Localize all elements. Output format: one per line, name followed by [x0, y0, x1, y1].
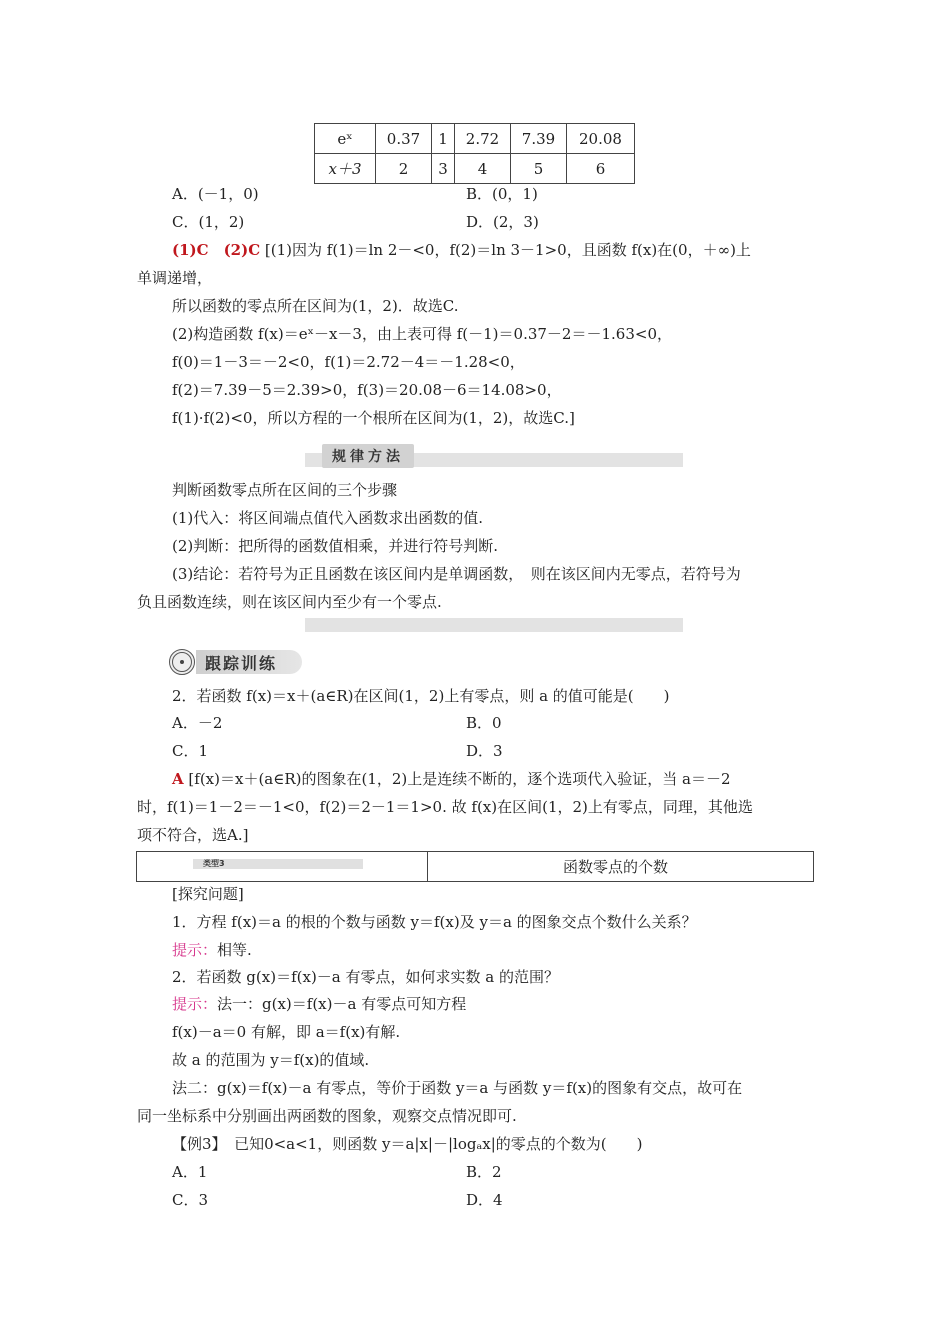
table-cell: 1: [432, 124, 455, 154]
method-title: 判断函数零点所在区间的三个步骤: [172, 481, 398, 499]
value-table: [314, 123, 635, 184]
divider: [427, 852, 428, 881]
solution-line: 所以函数的零点所在区间为(1，2)．故选C.: [172, 297, 459, 315]
training-title: 跟踪训练: [205, 654, 278, 673]
explore-answer: [172, 994, 466, 1014]
explore-question: 1．方程 f(x)＝a 的根的个数与函数 y＝f(x)及 y＝a 的图象交点个数什么关系？: [172, 913, 697, 931]
option-b: B．(0，1): [466, 185, 538, 203]
target-icon: [169, 649, 195, 675]
explore-heading: [探究问题]: [172, 885, 244, 903]
training-solution: 时，f(1)＝1－2＝－1<0，f(2)＝2－1＝1>0. 故 f(x)在区间(1，2)上有零点，同理，其他选: [137, 798, 753, 816]
explore-answer: 法二：g(x)＝f(x)－a 有零点，等价于函数 y＝a 与函数 y＝f(x)的图象有交点，故可在: [172, 1079, 743, 1097]
example-text: 已知0<a<1，则函数 y＝a|x|－|logₐx|的零点的个数为( ): [234, 1135, 643, 1153]
solution-line: (2)构造函数 f(x)＝eˣ－x－3，由上表可得 f(－1)＝0.37－2＝－1.63<0，: [172, 325, 672, 343]
hint-label: 提示：: [172, 995, 218, 1013]
table-row: [315, 154, 635, 184]
hint-text: 相等.: [217, 941, 252, 959]
option-d: D．3: [466, 742, 503, 760]
answer-label: A: [172, 770, 184, 788]
explore-answer: f(x)－a＝0 有解，即 a＝f(x)有解.: [172, 1023, 401, 1041]
explore-answer: [172, 940, 252, 960]
method-badge: 规律方法: [322, 444, 414, 468]
explore-answer: 故 a 的范围为 y＝f(x)的值域.: [172, 1051, 370, 1069]
type-header: [136, 851, 814, 882]
training-solution: [172, 769, 731, 789]
solution-line: f(1)·f(2)<0，所以方程的一个根所在区间为(1，2)，故选C.]: [172, 409, 575, 427]
option-a: A．1: [172, 1163, 208, 1181]
option-a: A．－2: [172, 714, 223, 732]
table-cell: 2.72: [455, 124, 511, 154]
solution-text: [(1)因为 f(1)＝ln 2－<0，f(2)＝ln 3－1>0，且函数 f(x)在(0，＋∞)上: [264, 241, 751, 259]
answer-label: (1)C (2)C: [172, 241, 261, 259]
method-step: (2)判断：把所得的函数值相乘，并进行符号判断.: [172, 537, 499, 555]
method-step: 负且函数连续，则在该区间内至少有一个零点.: [137, 593, 442, 611]
section-bar: [305, 618, 683, 632]
table-cell: 4: [455, 154, 511, 184]
table-cell: 7.39: [511, 124, 567, 154]
option-b: B．0: [466, 714, 502, 732]
solution-line: f(2)＝7.39－5＝2.39>0，f(3)＝20.08－6＝14.08>0，: [172, 381, 562, 399]
table-cell: 20.08: [567, 124, 635, 154]
type-tag: [193, 859, 363, 869]
table-cell: 0.37: [376, 124, 432, 154]
option-a: A．(－1，0): [172, 185, 259, 203]
table-cell: 5: [511, 154, 567, 184]
training-question: 2．若函数 f(x)＝x＋(a∈R)在区间(1，2)上有零点，则 a 的值可能是( ): [172, 687, 670, 705]
explore-question: 2．若函数 g(x)＝f(x)－a 有零点，如何求实数 a 的范围？: [172, 968, 559, 986]
method-step: (1)代入：将区间端点值代入函数求出函数的值.: [172, 509, 484, 527]
solution-line: f(0)＝1－3＝－2<0，f(1)＝2.72－4＝－1.28<0，: [172, 353, 525, 371]
explore-answer: 同一坐标系中分别画出两函数的图象，观察交点情况即可.: [137, 1107, 517, 1125]
option-c: C．1: [172, 742, 209, 760]
option-c: C．3: [172, 1191, 209, 1209]
table-cell: 2: [376, 154, 432, 184]
table-cell: 6: [567, 154, 635, 184]
example-label: 【例3】: [172, 1135, 220, 1153]
hint-label: 提示：: [172, 941, 218, 959]
option-b: B．2: [466, 1163, 502, 1181]
solution-line: [172, 240, 751, 260]
table-row: [315, 124, 635, 154]
table-cell: x＋3: [315, 154, 376, 184]
training-solution: 项不符合，选A.]: [137, 826, 249, 844]
option-d: D．4: [466, 1191, 503, 1209]
type-tag-label: 类型3: [203, 859, 225, 868]
table-cell: 3: [432, 154, 455, 184]
solution-text: [f(x)＝x＋(a∈R)的图象在(1，2)上是连续不断的，逐个选项代入验证，当 a＝－2: [188, 770, 731, 788]
method-step: (3)结论：若符号为正且函数在该区间内是单调函数， 则在该区间内无零点，若符号为: [172, 565, 741, 583]
example-question: [172, 1134, 642, 1154]
solution-line: 单调递增，: [137, 269, 213, 287]
option-d: D．(2，3): [466, 213, 539, 231]
option-c: C．(1，2): [172, 213, 245, 231]
type-title: 函数零点的个数: [563, 858, 669, 876]
hint-text: 法一：g(x)＝f(x)－a 有零点可知方程: [217, 995, 467, 1013]
table-cell: eˣ: [315, 124, 376, 154]
